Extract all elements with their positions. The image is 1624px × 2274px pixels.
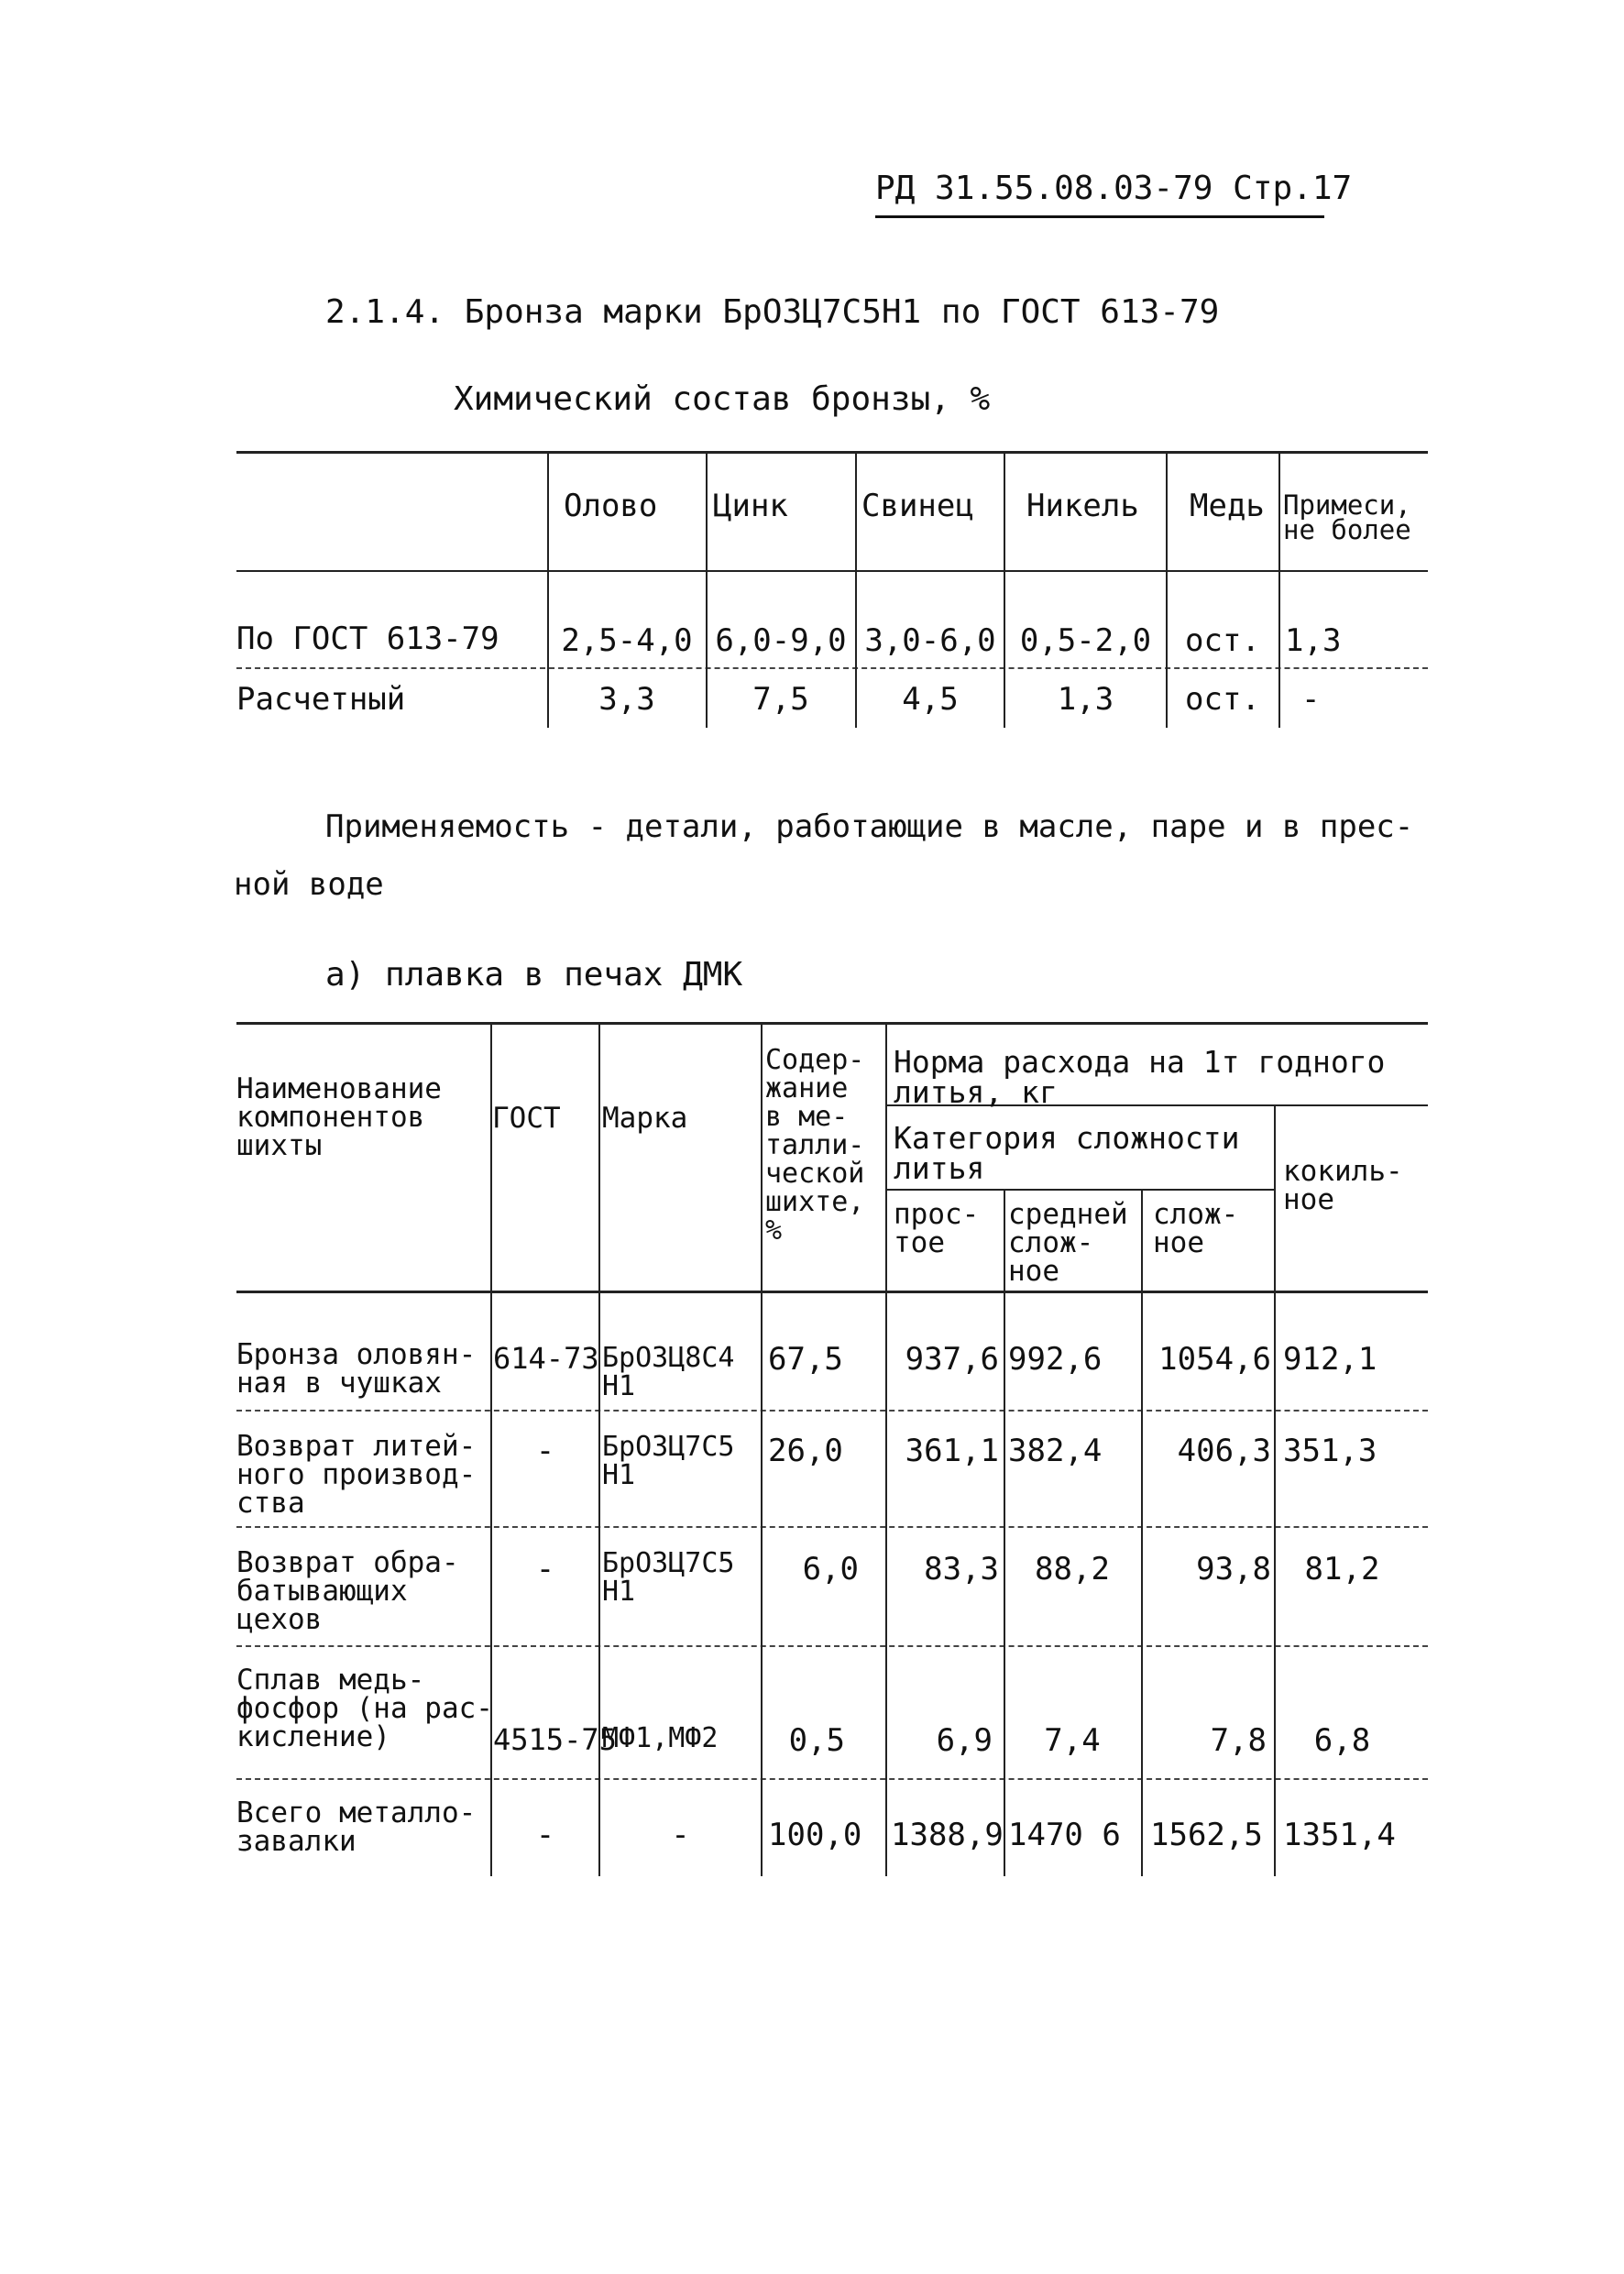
- table2-row-name: Возврат литей- ного производ- ства: [236, 1430, 477, 1520]
- table1-header-lead: Свинец: [861, 488, 974, 524]
- table1-row-divider: [236, 667, 1428, 669]
- table2-cell-mark: БрО3Ц8С4 Н1: [602, 1342, 735, 1402]
- table2-category-rule: [887, 1189, 1274, 1191]
- table1-cell: 6,0-9,0: [715, 622, 847, 659]
- table2-cell-simple: 361,1: [905, 1433, 999, 1469]
- table2-row-divider: [236, 1526, 1428, 1528]
- table1-cell: ост.: [1185, 681, 1260, 718]
- table1-cell: 2,5-4,0: [561, 622, 693, 659]
- header-underline: [875, 215, 1324, 218]
- table2-row-name: Всего металло- завалки: [236, 1796, 477, 1858]
- table1-cell: 3,3: [598, 681, 655, 718]
- table2-cell-gost: -: [535, 1551, 555, 1587]
- table2-header-name: Наименование компонентов шихты: [236, 1072, 442, 1162]
- table2-cell-content: 67,5: [768, 1341, 843, 1378]
- table1-cell: ост.: [1185, 622, 1260, 659]
- table1-cell: 4,5: [902, 681, 959, 718]
- table2-cell-simple: 1388,9: [891, 1817, 1004, 1853]
- table2-cell-complex: 1054,6: [1158, 1341, 1271, 1378]
- table2-row-divider: [236, 1410, 1428, 1412]
- table2-cell-medium: 1470 6: [1008, 1817, 1121, 1853]
- table2-cell-chill: 6,8: [1313, 1722, 1371, 1759]
- table1-row-label: Расчетный: [236, 681, 406, 718]
- table1-header-tin: Олово: [564, 488, 658, 524]
- table2-top-rule: [236, 1022, 1428, 1025]
- table1-cell: 1,3: [1057, 681, 1114, 718]
- table2-header-content: Содер- жание в ме- талли- ческой шихте, %: [765, 1044, 865, 1247]
- table2-cell-chill: 1351,4: [1283, 1817, 1396, 1853]
- table1-caption: Химический состав бронзы, %: [454, 380, 991, 418]
- table2-cell-gost: -: [535, 1817, 555, 1853]
- table2-cell-complex: 93,8: [1196, 1551, 1271, 1587]
- table2-header-complex: слож- ное: [1153, 1198, 1239, 1259]
- table2-header-category: Категория сложности литья: [894, 1120, 1240, 1186]
- table2-cell-chill: 81,2: [1304, 1551, 1380, 1587]
- table2-cell-chill: 912,1: [1283, 1341, 1377, 1378]
- table1-header-nickel: Никель: [1026, 488, 1139, 524]
- table2-row-name: Сплав медь- фосфор (на рас- кисление): [236, 1664, 493, 1753]
- table2-cell-chill: 351,3: [1283, 1433, 1377, 1469]
- table2-header-medium: средней слож- ное: [1008, 1198, 1128, 1288]
- table1-col-divider: [1278, 453, 1280, 728]
- table2-row-name: Возврат обра- батывающих цехов: [236, 1546, 459, 1636]
- table2-row-divider: [236, 1645, 1428, 1647]
- table1-cell: 7,5: [752, 681, 809, 718]
- table2-cell-content: 6,0: [802, 1551, 859, 1587]
- table2-cell-complex: 7,8: [1210, 1722, 1267, 1759]
- table2-cell-mark: БрО3Ц7С5 Н1: [602, 1431, 735, 1491]
- table1-cell: 0,5-2,0: [1019, 622, 1152, 659]
- table2-header-norm: Норма расхода на 1т годного литья, кг: [894, 1044, 1386, 1110]
- table2-cell-complex: 406,3: [1177, 1433, 1271, 1469]
- table2-cell-content: 100,0: [768, 1817, 862, 1853]
- table2-header-gost: ГОСТ: [492, 1102, 561, 1135]
- table2-col-divider: [1274, 1106, 1276, 1876]
- table2-cell-mark: МФ1,МФ2: [602, 1722, 719, 1754]
- table1-header-rule: [236, 570, 1428, 572]
- table1-cell: 3,0-6,0: [864, 622, 996, 659]
- table1-header-copper: Медь: [1190, 488, 1265, 524]
- table2-cell-mark: -: [671, 1817, 690, 1853]
- table2-cell-simple: 937,6: [905, 1341, 999, 1378]
- table2-row-name: Бронза оловян- ная в чушках: [236, 1338, 477, 1400]
- table2-header-mark: Марка: [602, 1102, 688, 1135]
- table1-cell: -: [1301, 681, 1321, 718]
- table1-row-label: По ГОСТ 613-79: [236, 621, 499, 657]
- applicability-text-line1: Применяемость - детали, работающие в масле, паре и в прес-: [325, 808, 1414, 845]
- table2-cell-medium: 7,4: [1044, 1722, 1101, 1759]
- table2-cell-content: 0,5: [788, 1722, 845, 1759]
- table2-cell-gost: -: [535, 1433, 555, 1469]
- table1-cell: 1,3: [1285, 622, 1342, 659]
- table2-header-simple: прос- тое: [894, 1198, 980, 1259]
- table1-header-zinc: Цинк: [713, 488, 788, 524]
- table2-cell-medium: 382,4: [1008, 1433, 1103, 1469]
- table2-col-divider: [1141, 1191, 1143, 1876]
- table2-caption: а) плавка в печах ДМК: [325, 956, 743, 994]
- table2-cell-medium: 992,6: [1008, 1341, 1103, 1378]
- document-reference: РД 31.55.08.03-79 Стр.17: [875, 170, 1353, 207]
- table2-header-rule: [236, 1291, 1428, 1293]
- table2-cell-content: 26,0: [768, 1433, 843, 1469]
- applicability-text-line2: ной воде: [234, 866, 384, 903]
- table2-cell-gost: 614-73: [493, 1341, 599, 1376]
- table2-row-divider: [236, 1778, 1428, 1780]
- table2-cell-mark: БрО3Ц7С5 Н1: [602, 1547, 735, 1608]
- table2-cell-simple: 6,9: [936, 1722, 993, 1759]
- table2-cell-gost: 4515-75: [493, 1722, 617, 1757]
- section-title: 2.1.4. Бронза марки БрО3Ц7С5Н1 по ГОСТ 613-79: [325, 293, 1220, 331]
- table2-col-divider: [1004, 1191, 1005, 1876]
- table2-cell-medium: 88,2: [1035, 1551, 1110, 1587]
- table2-cell-complex: 1562,5: [1150, 1817, 1263, 1853]
- table1-top-rule: [236, 451, 1428, 454]
- table2-header-chill: кокиль- ное: [1283, 1155, 1403, 1216]
- table1-header-impurities: Примеси, не более: [1283, 489, 1411, 545]
- table2-cell-simple: 83,3: [924, 1551, 999, 1587]
